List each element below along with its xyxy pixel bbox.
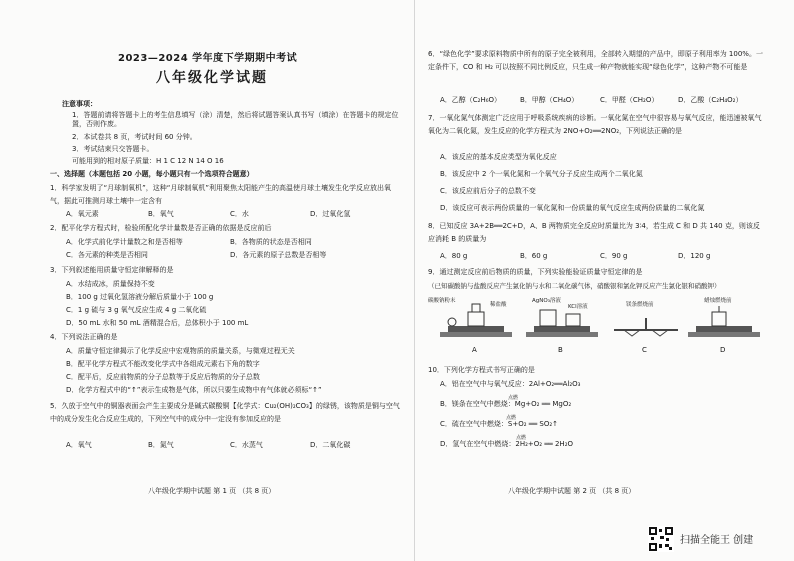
question-stem: 9．通过测定反应前后物质的质量，下列实验能验证质量守恒定律的是 — [428, 268, 643, 276]
page-footer: 八年级化学期中试题 第 1 页 （共 8 页） — [148, 487, 276, 495]
question-option: A．氧气 — [66, 441, 92, 449]
reaction-condition: 点燃 — [506, 415, 517, 421]
question-stem: 5．久放于空气中的铜器表面会产生主要成分是碱式碳酸铜【化学式：Cu₂(OH)₂CO₃】的绿锈，该物质是铜与空气中的成分发生化合反应生成的，下列空气中的成分中一定没有参加反应的是 — [50, 402, 400, 423]
reaction-condition: 点燃 — [508, 395, 519, 401]
balance-figure-c — [614, 300, 678, 354]
balance-figure-d — [688, 296, 760, 354]
question-option: C．硫在空气中燃烧：S+O₂ ══ SO₂↑ — [440, 420, 559, 428]
balance-experiments-figure — [428, 292, 768, 358]
notice-item-1: 1．答题前请将答题卡上的考生信息填写（涂）清楚，然后将试题答案认真书写（填涂）在答题卡的规定位置，否则作废。 — [72, 111, 399, 128]
question-option: D．120 g — [678, 252, 711, 260]
question-option: D．化学方程式中的“↑”表示生成物是气体，所以只要生成物中有气体就必须标“↑” — [66, 386, 322, 394]
section-heading: 一、选择题（本题包括 20 小题，每小题只有一个选项符合题意） — [50, 170, 254, 178]
question-stem: 1．科学家发明了“月球制氧机”，这种“月球制氧机”利用聚焦太阳能产生的高温使月球土壤发生化学反应放出氧气，据此可推测月球土壤中一定含有 — [50, 184, 391, 205]
reaction-condition: 点燃 — [516, 435, 527, 441]
question-option: A．化学式前化学计量数之和是否相等 — [66, 238, 183, 246]
question-option: A．水结成冰，质量保持不变 — [66, 280, 155, 288]
page-fold-divider — [414, 0, 415, 561]
question-option: C．90 g — [600, 252, 628, 260]
figure-caption: AgNO₃溶液 — [532, 298, 561, 304]
question-option: D．乙酸（C₂H₄O₂） — [678, 96, 743, 104]
question-stem: 6．“绿色化学”要求原料物质中所有的原子完全被利用，全部转入期望的产品中，即原子利用率为 100%。一定条件下，CO 和 H₂ 可以按照不同比例反应，只生成一种产物就能实现“绿色化学”，这种产物不可能是 — [428, 50, 763, 71]
question-option: C．该反应前后分子的总数不变 — [440, 187, 536, 195]
figure-caption: KCl溶液 — [568, 304, 588, 310]
qr-code-icon — [648, 526, 674, 552]
question-stem: 4．下列说法正确的是 — [50, 333, 118, 341]
question-option: A．该反应的基本反应类型为氧化反应 — [440, 153, 557, 161]
question-option: B．100 g 过氧化氢溶液分解后质量小于 100 g — [66, 293, 214, 301]
question-option: A．乙醇（C₂H₆O） — [440, 96, 502, 104]
question-option: B．氮气 — [148, 441, 174, 449]
question-option: B．该反应中 2 个一氧化氮和一个氧气分子反应生成两个二氧化氮 — [440, 170, 643, 178]
question-option: B．甲醇（CH₄O） — [520, 96, 579, 104]
balance-figure-a — [428, 296, 512, 354]
figure-caption: 碳酸钠粉末 — [428, 298, 456, 304]
question-option: B．配平化学方程式不能改变化学式中各组成元素右下角的数字 — [66, 360, 260, 368]
exam-year-line: 2023—2024 学年度下学期期中考试 — [118, 53, 298, 64]
notice-item-2: 2．本试卷共 8 页，考试时间 60 分钟。 — [72, 133, 197, 141]
question-option: B．镁条在空气中燃烧：Mg+O₂ ══ MgO₂ — [440, 400, 572, 408]
question-option: B．各物质的状态是否相同 — [230, 238, 312, 246]
question-option: A．80 g — [440, 252, 468, 260]
question-option: C．水 — [230, 210, 249, 218]
question-option: D．过氧化氢 — [310, 210, 351, 218]
figure-caption: 蜡烛燃烧前 — [704, 298, 732, 304]
question-option: B．氧气 — [148, 210, 174, 218]
page-footer: 八年级化学期中试题 第 2 页 （共 8 页） — [508, 487, 636, 495]
notice-heading: 注意事项： — [62, 100, 97, 108]
question-option: D．50 mL 水和 50 mL 酒精混合后，总体积小于 100 mL — [66, 319, 249, 327]
left-page — [48, 0, 406, 561]
question-option: C．配平后，反应前物质的分子总数等于反应后物质的分子总数 — [66, 373, 260, 381]
question-option: B．60 g — [520, 252, 548, 260]
question-note: （已知碳酸钠与盐酸反应产生氯化钠与水和二氧化碳气体，硝酸银和氯化钾反应产生氯化银和硝酸钾） — [428, 282, 721, 290]
question-option: C．甲醛（CH₂O） — [600, 96, 659, 104]
question-option: C．各元素的种类是否相同 — [66, 251, 148, 259]
atomic-masses: 可能用到的相对原子质量：H 1 C 12 N 14 O 16 — [72, 157, 224, 165]
question-stem: 10．下列化学方程式书写正确的是 — [428, 366, 535, 374]
scanner-watermark: 扫描全能王 创建 — [680, 535, 754, 546]
question-stem: 7．一氧化氮气体测定广泛应用于呼吸系统疾病的诊断。一氧化氮在空气中很容易与氧气反应，能迅速被氧气氧化为二氧化氮，发生反应的化学方程式为 2NO+O₂══2NO₂，下列说法正确的是 — [428, 114, 762, 135]
exam-title: 八年级化学试题 — [156, 70, 268, 86]
balance-figure-b — [526, 296, 598, 354]
right-page — [428, 0, 768, 561]
question-option: A．质量守恒定律揭示了化学反应中宏观物质的质量关系，与微观过程无关 — [66, 347, 295, 355]
question-option: D．二氧化碳 — [310, 441, 351, 449]
question-stem: 2．配平化学方程式时，检验所配化学计量数是否正确的依据是反应前后 — [50, 224, 272, 232]
figure-label: A — [472, 346, 477, 354]
figure-caption: 稀盐酸 — [490, 302, 507, 308]
question-option: C．1 g 硫与 3 g 氧气反应生成 4 g 二氧化硫 — [66, 306, 207, 314]
question-stem: 8．已知反应 3A+2B══2C+D，A、B 两物质完全反应时质量比为 3∶4，若生成 C 和 D 共 140 克，则该反应消耗 B 的质量为 — [428, 222, 760, 243]
question-option: A．铝在空气中与氧气反应：2Al+O₂══Al₂O₃ — [440, 380, 581, 388]
question-option: D．该反应可表示两份质量的一氧化氮和一份质量的氧气反应生成两份质量的二氧化氮 — [440, 204, 705, 212]
figure-caption: 镁条燃烧前 — [626, 302, 654, 308]
figure-label: B — [558, 346, 563, 354]
question-stem: 3．下列叙述能用质量守恒定律解释的是 — [50, 266, 174, 274]
question-option: C．水蒸气 — [230, 441, 263, 449]
question-option: D．氢气在空气中燃烧：2H₂+O₂ ══ 2H₂O — [440, 440, 574, 448]
figure-label: C — [642, 346, 647, 354]
question-option: D．各元素的原子总数是否相等 — [230, 251, 327, 259]
notice-item-3: 3．考试结束只交答题卡。 — [72, 145, 154, 153]
figure-label: D — [720, 346, 726, 354]
question-option: A．氧元素 — [66, 210, 99, 218]
